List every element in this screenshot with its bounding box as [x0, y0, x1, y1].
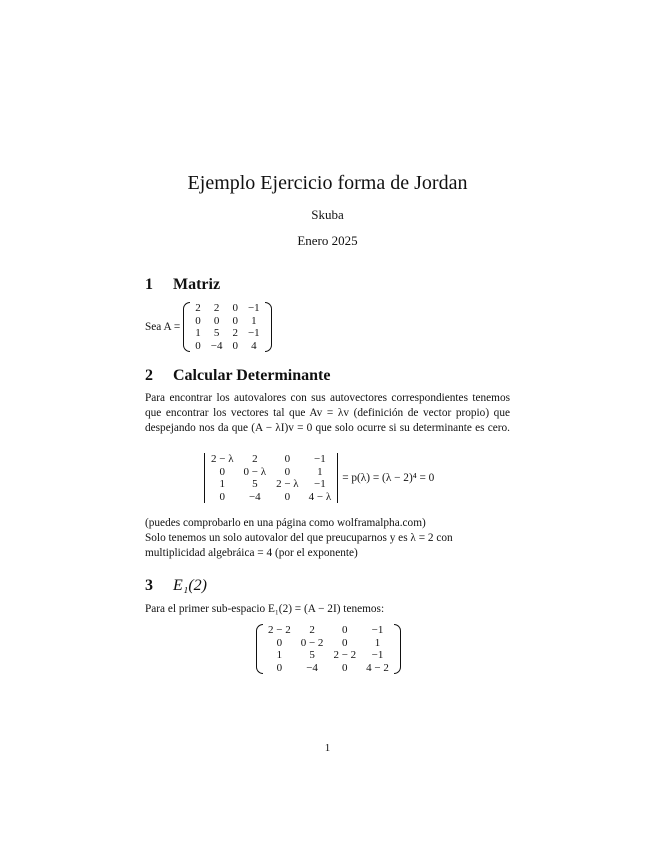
matrix-cell: 0	[213, 314, 220, 327]
paragraph-after	[145, 516, 510, 561]
section-number: 3	[145, 577, 153, 594]
paragraph-subspace	[145, 602, 510, 617]
matrix-row	[190, 327, 264, 340]
matrix-row	[263, 624, 394, 637]
text-line: multiplicidad algebráica = 4 (por el exponente)	[145, 547, 358, 559]
matrix-row	[190, 340, 264, 353]
matrix-cell: 0	[232, 339, 238, 352]
matrix-cell: −4	[210, 339, 223, 352]
matrix-cell: −4	[248, 490, 261, 503]
matrix-cell: 2	[252, 453, 258, 465]
matrix-cell: 0	[195, 314, 201, 327]
matrix-cell: 0	[284, 465, 291, 478]
matrix-cell: 0 − 2	[300, 636, 324, 649]
matrix-cell: 0	[232, 302, 238, 314]
section-2-heading	[145, 367, 330, 385]
matrix-cell: −1	[247, 327, 260, 339]
text-line: (puedes comprobarlo en una página como wolframalpha.com)	[145, 517, 426, 529]
matrix-row	[206, 466, 336, 479]
matrix-row	[263, 662, 394, 675]
matrix-cell: 1	[219, 478, 226, 490]
determinant-matrix	[203, 453, 339, 503]
text-line: despejando nos da que (A − λI)v = 0 que solo ocurre si su determinante es cero.	[145, 422, 510, 434]
section-title: Matriz	[173, 276, 221, 293]
matrix-cell: 2	[213, 302, 220, 314]
matrix-cell: −4	[306, 661, 318, 674]
matrix-row	[206, 453, 336, 466]
matrix-a-block	[145, 302, 272, 352]
paragraph-intro	[145, 391, 510, 436]
page-number: 1	[324, 742, 331, 754]
matrix-cell: 5	[252, 478, 258, 490]
matrix-cell: 0	[195, 339, 201, 352]
matrix-cell: 1	[374, 636, 381, 649]
matrix-cell: 2 − λ	[276, 478, 299, 490]
matrix-cell: 5	[309, 649, 315, 661]
text-line: Para el primer sub-espacio E₁(2) = (A − 2I) tenemos:	[145, 603, 385, 615]
section-number: 2	[145, 367, 153, 384]
subspace-matrix-block	[256, 624, 401, 674]
matrix-cell: 0 − λ	[243, 465, 267, 478]
matrix-cell: 0	[342, 624, 348, 636]
matrix-cell: 2 − 2	[333, 649, 357, 661]
matrix-label: Sea A =	[145, 321, 181, 333]
matrix-cell: 0	[284, 490, 291, 503]
matrix-cell: 1	[276, 649, 283, 661]
matrix-row	[190, 315, 264, 328]
text-line: que encontrar los vectores tal que Av = λv (definición de vector propio) que	[145, 407, 510, 419]
matrix-row	[206, 491, 336, 504]
matrix-cell: −1	[371, 649, 384, 661]
matrix-cell: 0	[276, 636, 283, 649]
matrix-cell: 0	[219, 465, 226, 478]
matrix-cell: −1	[247, 302, 260, 314]
matrix-cell: 2	[232, 327, 238, 339]
matrix-cell: 5	[213, 327, 220, 339]
matrix-cell: 2	[309, 624, 315, 636]
section-3-heading	[145, 577, 207, 595]
matrix-row	[263, 637, 394, 650]
matrix-a	[183, 302, 271, 352]
text-line: Para encontrar los autovalores con sus autovectores correspondientes tenemos	[145, 392, 510, 404]
section-number: 1	[145, 276, 153, 293]
document-title: Ejemplo Ejercicio forma de Jordan	[187, 172, 468, 194]
matrix-cell: 1	[317, 465, 323, 478]
matrix-cell: 0	[342, 636, 348, 649]
section-title: E₁(2)	[173, 577, 207, 594]
author: Skuba	[311, 207, 344, 222]
subspace-matrix	[256, 624, 401, 674]
matrix-cell: −1	[314, 453, 326, 465]
matrix-cell: 2 − 2	[268, 624, 291, 636]
matrix-row	[190, 302, 264, 315]
text-line: Solo tenemos un solo autovalor del que preucuparnos y es λ = 2 con	[145, 532, 453, 544]
matrix-cell: 0	[284, 453, 291, 465]
matrix-cell: 2 − λ	[211, 453, 234, 465]
determinant-result: = p(λ) = (λ − 2)⁴ = 0	[342, 472, 435, 484]
matrix-cell: −1	[371, 624, 384, 636]
matrix-cell: 4	[251, 339, 257, 352]
matrix-cell: 4 − λ	[308, 490, 332, 503]
matrix-cell: 1	[195, 327, 201, 339]
determinant-equation	[203, 453, 434, 503]
matrix-row	[263, 649, 394, 662]
section-1-heading	[145, 276, 220, 294]
date: Enero 2025	[297, 233, 358, 248]
matrix-cell: 0	[342, 661, 348, 674]
matrix-cell: 2	[195, 302, 201, 314]
matrix-cell: 0	[219, 490, 226, 503]
matrix-row	[206, 478, 336, 491]
matrix-cell: 1	[251, 314, 257, 327]
section-title: Calcular Determinante	[173, 367, 331, 384]
matrix-cell: −1	[314, 478, 326, 490]
matrix-cell: 0	[232, 314, 238, 327]
matrix-cell: 0	[276, 661, 283, 674]
matrix-cell: 4 − 2	[366, 661, 389, 674]
